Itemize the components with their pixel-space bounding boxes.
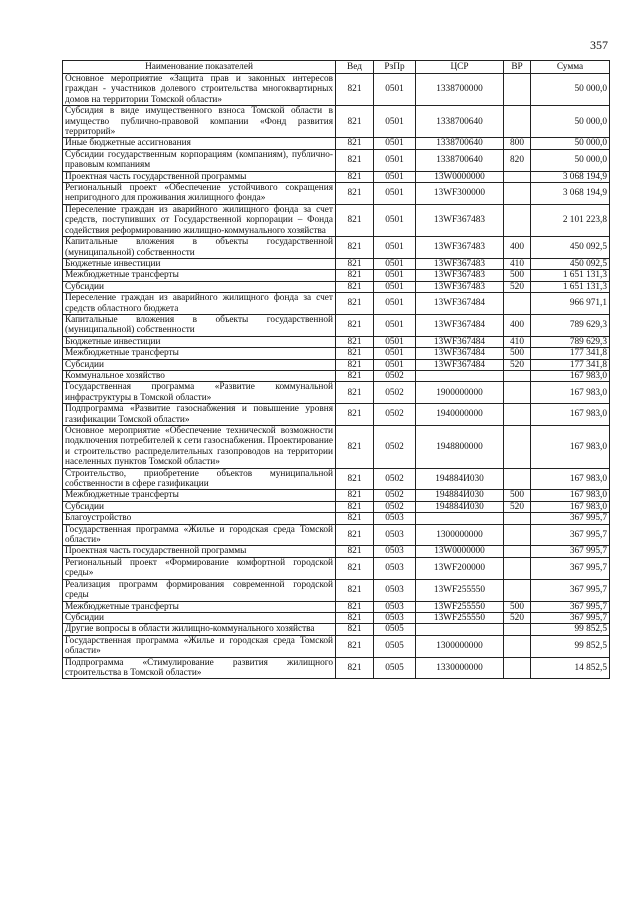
cell-csr: 1940000000 bbox=[416, 404, 504, 426]
cell-csr: 13WF367484 bbox=[416, 348, 504, 359]
cell-rzpr: 0501 bbox=[374, 138, 416, 149]
cell-csr: 13WF367484 bbox=[416, 293, 504, 315]
cell-sum: 167 983,0 bbox=[531, 501, 610, 512]
cell-ved: 821 bbox=[336, 557, 374, 579]
cell-sum: 50 000,0 bbox=[531, 106, 610, 138]
cell-sum: 50 000,0 bbox=[531, 149, 610, 171]
cell-name: Государственная программа «Жилье и городская среда Томской области» bbox=[63, 635, 336, 657]
cell-name: Субсидии bbox=[63, 359, 336, 370]
cell-rzpr: 0503 bbox=[374, 601, 416, 612]
cell-name: Бюджетные инвестиции bbox=[63, 258, 336, 269]
cell-sum: 2 101 223,8 bbox=[531, 204, 610, 236]
table-row bbox=[63, 204, 610, 236]
budget-table bbox=[62, 60, 610, 679]
cell-sum: 450 092,5 bbox=[531, 258, 610, 269]
table-row bbox=[63, 624, 610, 635]
table-row bbox=[63, 601, 610, 612]
cell-rzpr: 0501 bbox=[374, 281, 416, 292]
cell-ved: 821 bbox=[336, 359, 374, 370]
cell-rzpr: 0503 bbox=[374, 612, 416, 623]
cell-ved: 821 bbox=[336, 657, 374, 679]
table-row bbox=[63, 490, 610, 501]
cell-name: Проектная часть государственной программы bbox=[63, 171, 336, 182]
cell-vr: 500 bbox=[504, 348, 531, 359]
header-sum: Сумма bbox=[531, 61, 610, 74]
table-row bbox=[63, 237, 610, 259]
cell-ved: 821 bbox=[336, 490, 374, 501]
table-row bbox=[63, 579, 610, 601]
cell-sum: 367 995,7 bbox=[531, 513, 610, 524]
cell-sum: 367 995,7 bbox=[531, 557, 610, 579]
cell-rzpr: 0501 bbox=[374, 183, 416, 205]
cell-name: Коммунальное хозяйство bbox=[63, 370, 336, 381]
cell-ved: 821 bbox=[336, 258, 374, 269]
table-row bbox=[63, 404, 610, 426]
cell-vr bbox=[504, 293, 531, 315]
table-row bbox=[63, 138, 610, 149]
cell-vr bbox=[504, 171, 531, 182]
cell-rzpr: 0501 bbox=[374, 237, 416, 259]
cell-csr: 13WF367484 bbox=[416, 314, 504, 336]
cell-csr: 13W0000000 bbox=[416, 171, 504, 182]
cell-rzpr: 0505 bbox=[374, 635, 416, 657]
cell-ved: 821 bbox=[336, 546, 374, 557]
cell-ved: 821 bbox=[336, 204, 374, 236]
cell-sum: 367 995,7 bbox=[531, 524, 610, 546]
cell-ved: 821 bbox=[336, 624, 374, 635]
cell-ved: 821 bbox=[336, 579, 374, 601]
table-row bbox=[63, 426, 610, 469]
cell-csr: 13WF300000 bbox=[416, 183, 504, 205]
cell-vr bbox=[504, 370, 531, 381]
page-number: 357 bbox=[590, 38, 608, 52]
cell-name: Строительство, приобретение объектов муниципальной собственности в сфере газификации bbox=[63, 468, 336, 490]
cell-sum: 99 852,5 bbox=[531, 635, 610, 657]
table-row bbox=[63, 524, 610, 546]
cell-csr: 1330000000 bbox=[416, 657, 504, 679]
cell-sum: 1 651 131,3 bbox=[531, 270, 610, 281]
cell-sum: 367 995,7 bbox=[531, 612, 610, 623]
table-row bbox=[63, 557, 610, 579]
cell-rzpr: 0501 bbox=[374, 348, 416, 359]
cell-csr: 13WF367484 bbox=[416, 359, 504, 370]
cell-sum: 50 000,0 bbox=[531, 74, 610, 106]
cell-rzpr: 0503 bbox=[374, 513, 416, 524]
cell-csr: 13WF200000 bbox=[416, 557, 504, 579]
cell-vr: 410 bbox=[504, 336, 531, 347]
cell-name: Межбюджетные трансферты bbox=[63, 601, 336, 612]
cell-name: Основное мероприятие «Обеспечение технической возможности подключения потребителей к сети газоснабжения. Проектирование и строительство распределительных газопроводов на территории населенных пунктов Томской области» bbox=[63, 426, 336, 469]
cell-csr: 1338700640 bbox=[416, 106, 504, 138]
table-row bbox=[63, 183, 610, 205]
cell-vr bbox=[504, 74, 531, 106]
cell-vr bbox=[504, 524, 531, 546]
cell-vr bbox=[504, 557, 531, 579]
table-row bbox=[63, 171, 610, 182]
table-row bbox=[63, 635, 610, 657]
cell-csr: 13WF255550 bbox=[416, 612, 504, 623]
cell-vr bbox=[504, 657, 531, 679]
cell-name: Другие вопросы в области жилищно-коммунального хозяйства bbox=[63, 624, 336, 635]
cell-sum: 789 629,3 bbox=[531, 336, 610, 347]
cell-name: Межбюджетные трансферты bbox=[63, 490, 336, 501]
cell-ved: 821 bbox=[336, 149, 374, 171]
cell-name: Субсидии государственным корпорациям (компаниям), публично-правовым компаниям bbox=[63, 149, 336, 171]
cell-sum: 966 971,1 bbox=[531, 293, 610, 315]
table-row bbox=[63, 258, 610, 269]
cell-sum: 167 983,0 bbox=[531, 490, 610, 501]
cell-ved: 821 bbox=[336, 524, 374, 546]
cell-ved: 821 bbox=[336, 601, 374, 612]
cell-ved: 821 bbox=[336, 612, 374, 623]
cell-rzpr: 0505 bbox=[374, 624, 416, 635]
table-row bbox=[63, 293, 610, 315]
cell-rzpr: 0501 bbox=[374, 359, 416, 370]
cell-rzpr: 0502 bbox=[374, 468, 416, 490]
cell-vr: 520 bbox=[504, 501, 531, 512]
cell-rzpr: 0505 bbox=[374, 657, 416, 679]
cell-name: Региональный проект «Формирование комфортной городской среды» bbox=[63, 557, 336, 579]
cell-name: Подпрограмма «Стимулирование развития жилищного строительства в Томской области» bbox=[63, 657, 336, 679]
cell-name: Подпрограмма «Развитие газоснабжения и повышение уровня газификации Томской области» bbox=[63, 404, 336, 426]
cell-rzpr: 0501 bbox=[374, 106, 416, 138]
cell-csr: 13WF255550 bbox=[416, 601, 504, 612]
cell-rzpr: 0502 bbox=[374, 404, 416, 426]
cell-csr: 194884И030 bbox=[416, 490, 504, 501]
cell-name: Проектная часть государственной программы bbox=[63, 546, 336, 557]
cell-rzpr: 0503 bbox=[374, 579, 416, 601]
cell-vr bbox=[504, 635, 531, 657]
table-row bbox=[63, 612, 610, 623]
cell-ved: 821 bbox=[336, 270, 374, 281]
cell-rzpr: 0501 bbox=[374, 293, 416, 315]
cell-name: Региональный проект «Обеспечение устойчивого сокращения непригодного для проживания жилищного фонда» bbox=[63, 183, 336, 205]
cell-sum: 3 068 194,9 bbox=[531, 183, 610, 205]
cell-vr bbox=[504, 513, 531, 524]
cell-csr: 1338700640 bbox=[416, 138, 504, 149]
cell-rzpr: 0501 bbox=[374, 314, 416, 336]
cell-rzpr: 0502 bbox=[374, 501, 416, 512]
cell-vr bbox=[504, 579, 531, 601]
cell-ved: 821 bbox=[336, 336, 374, 347]
cell-ved: 821 bbox=[336, 314, 374, 336]
cell-ved: 821 bbox=[336, 293, 374, 315]
cell-rzpr: 0502 bbox=[374, 490, 416, 501]
table-row bbox=[63, 501, 610, 512]
table-row bbox=[63, 382, 610, 404]
cell-csr: 13WF367483 bbox=[416, 237, 504, 259]
cell-vr bbox=[504, 624, 531, 635]
table-header-row bbox=[63, 61, 610, 74]
cell-csr: 1338700640 bbox=[416, 149, 504, 171]
cell-ved: 821 bbox=[336, 138, 374, 149]
cell-csr: 1900000000 bbox=[416, 382, 504, 404]
cell-rzpr: 0501 bbox=[374, 149, 416, 171]
cell-sum: 367 995,7 bbox=[531, 546, 610, 557]
cell-sum: 177 341,8 bbox=[531, 348, 610, 359]
table-row bbox=[63, 546, 610, 557]
cell-sum: 167 983,0 bbox=[531, 404, 610, 426]
table-row bbox=[63, 336, 610, 347]
cell-ved: 821 bbox=[336, 237, 374, 259]
cell-rzpr: 0502 bbox=[374, 382, 416, 404]
cell-vr: 520 bbox=[504, 359, 531, 370]
cell-csr bbox=[416, 624, 504, 635]
cell-vr bbox=[504, 468, 531, 490]
cell-csr: 1948800000 bbox=[416, 426, 504, 469]
table-row bbox=[63, 657, 610, 679]
cell-name: Субсидии bbox=[63, 612, 336, 623]
cell-ved: 821 bbox=[336, 404, 374, 426]
table-row bbox=[63, 314, 610, 336]
cell-rzpr: 0501 bbox=[374, 258, 416, 269]
cell-vr bbox=[504, 183, 531, 205]
cell-name: Государственная программа «Жилье и городская среда Томской области» bbox=[63, 524, 336, 546]
table-body bbox=[63, 74, 610, 679]
cell-ved: 821 bbox=[336, 183, 374, 205]
cell-rzpr: 0503 bbox=[374, 546, 416, 557]
cell-csr: 13W0000000 bbox=[416, 546, 504, 557]
cell-name: Реализация программ формирования современной городской среды bbox=[63, 579, 336, 601]
cell-csr: 13WF367483 bbox=[416, 204, 504, 236]
table-row bbox=[63, 281, 610, 292]
table-row bbox=[63, 468, 610, 490]
cell-vr: 400 bbox=[504, 314, 531, 336]
cell-name: Межбюджетные трансферты bbox=[63, 348, 336, 359]
cell-rzpr: 0501 bbox=[374, 204, 416, 236]
cell-name: Межбюджетные трансферты bbox=[63, 270, 336, 281]
header-rzpr: РзПр bbox=[374, 61, 416, 74]
header-ved: Вед bbox=[336, 61, 374, 74]
cell-name: Переселение граждан из аварийного жилищного фонда за счет средств областного бюджета bbox=[63, 293, 336, 315]
cell-name: Иные бюджетные ассигнования bbox=[63, 138, 336, 149]
header-name: Наименование показателей bbox=[63, 61, 336, 74]
cell-sum: 50 000,0 bbox=[531, 138, 610, 149]
cell-ved: 821 bbox=[336, 513, 374, 524]
cell-sum: 367 995,7 bbox=[531, 601, 610, 612]
cell-rzpr: 0503 bbox=[374, 557, 416, 579]
cell-ved: 821 bbox=[336, 281, 374, 292]
cell-sum: 99 852,5 bbox=[531, 624, 610, 635]
cell-name: Капитальные вложения в объекты государственной (муниципальной) собственности bbox=[63, 314, 336, 336]
cell-rzpr: 0502 bbox=[374, 370, 416, 381]
cell-csr bbox=[416, 513, 504, 524]
cell-ved: 821 bbox=[336, 348, 374, 359]
cell-rzpr: 0503 bbox=[374, 524, 416, 546]
cell-name: Капитальные вложения в объекты государственной (муниципальной) собственности bbox=[63, 237, 336, 259]
cell-name: Субсидия в виде имущественного взноса Томской области в имущество публично-правовой компании «Фонд развития территорий» bbox=[63, 106, 336, 138]
cell-ved: 821 bbox=[336, 635, 374, 657]
cell-csr: 13WF367484 bbox=[416, 336, 504, 347]
cell-name: Благоустройство bbox=[63, 513, 336, 524]
cell-sum: 3 068 194,9 bbox=[531, 171, 610, 182]
cell-csr: 1300000000 bbox=[416, 635, 504, 657]
cell-csr: 194884И030 bbox=[416, 468, 504, 490]
cell-csr: 13WF367483 bbox=[416, 270, 504, 281]
cell-name: Основное мероприятие «Защита прав и законных интересов граждан - участников долевого строительства многоквартирных домов на территории Томской области» bbox=[63, 74, 336, 106]
cell-sum: 367 995,7 bbox=[531, 579, 610, 601]
table-row bbox=[63, 513, 610, 524]
cell-name: Переселение граждан из аварийного жилищного фонда за счет средств, поступивших от Государственной корпорации – Фонда содействия реформированию жилищно-коммунального хозяйства bbox=[63, 204, 336, 236]
cell-name: Субсидии bbox=[63, 501, 336, 512]
cell-name: Государственная программа «Развитие коммунальной инфраструктуры в Томской области» bbox=[63, 382, 336, 404]
cell-vr: 400 bbox=[504, 237, 531, 259]
cell-vr: 500 bbox=[504, 601, 531, 612]
cell-ved: 821 bbox=[336, 370, 374, 381]
cell-vr bbox=[504, 426, 531, 469]
cell-vr: 800 bbox=[504, 138, 531, 149]
cell-sum: 167 983,0 bbox=[531, 370, 610, 381]
cell-ved: 821 bbox=[336, 382, 374, 404]
cell-vr: 820 bbox=[504, 149, 531, 171]
cell-csr: 194884И030 bbox=[416, 501, 504, 512]
table-row bbox=[63, 74, 610, 106]
cell-ved: 821 bbox=[336, 106, 374, 138]
table-row bbox=[63, 149, 610, 171]
cell-name: Бюджетные инвестиции bbox=[63, 336, 336, 347]
cell-csr: 13WF367483 bbox=[416, 281, 504, 292]
cell-ved: 821 bbox=[336, 74, 374, 106]
cell-rzpr: 0501 bbox=[374, 336, 416, 347]
header-vr: ВР bbox=[504, 61, 531, 74]
header-csr: ЦСР bbox=[416, 61, 504, 74]
cell-vr: 500 bbox=[504, 490, 531, 501]
cell-vr: 520 bbox=[504, 612, 531, 623]
cell-vr bbox=[504, 546, 531, 557]
cell-ved: 821 bbox=[336, 171, 374, 182]
cell-rzpr: 0501 bbox=[374, 270, 416, 281]
cell-vr bbox=[504, 382, 531, 404]
cell-csr bbox=[416, 370, 504, 381]
cell-ved: 821 bbox=[336, 501, 374, 512]
cell-csr: 13WF367483 bbox=[416, 258, 504, 269]
cell-sum: 789 629,3 bbox=[531, 314, 610, 336]
cell-sum: 14 852,5 bbox=[531, 657, 610, 679]
cell-sum: 450 092,5 bbox=[531, 237, 610, 259]
cell-csr: 1300000000 bbox=[416, 524, 504, 546]
table-row bbox=[63, 270, 610, 281]
cell-csr: 13WF255550 bbox=[416, 579, 504, 601]
cell-sum: 1 651 131,3 bbox=[531, 281, 610, 292]
cell-vr bbox=[504, 106, 531, 138]
table-row bbox=[63, 370, 610, 381]
cell-rzpr: 0502 bbox=[374, 426, 416, 469]
cell-sum: 177 341,8 bbox=[531, 359, 610, 370]
table-row bbox=[63, 348, 610, 359]
cell-vr bbox=[504, 404, 531, 426]
cell-csr: 1338700000 bbox=[416, 74, 504, 106]
cell-vr: 500 bbox=[504, 270, 531, 281]
cell-vr: 520 bbox=[504, 281, 531, 292]
cell-ved: 821 bbox=[336, 468, 374, 490]
cell-sum: 167 983,0 bbox=[531, 468, 610, 490]
cell-vr bbox=[504, 204, 531, 236]
cell-vr: 410 bbox=[504, 258, 531, 269]
cell-sum: 167 983,0 bbox=[531, 426, 610, 469]
cell-rzpr: 0501 bbox=[374, 171, 416, 182]
table-row bbox=[63, 359, 610, 370]
cell-ved: 821 bbox=[336, 426, 374, 469]
cell-name: Субсидии bbox=[63, 281, 336, 292]
table-row bbox=[63, 106, 610, 138]
cell-rzpr: 0501 bbox=[374, 74, 416, 106]
cell-sum: 167 983,0 bbox=[531, 382, 610, 404]
